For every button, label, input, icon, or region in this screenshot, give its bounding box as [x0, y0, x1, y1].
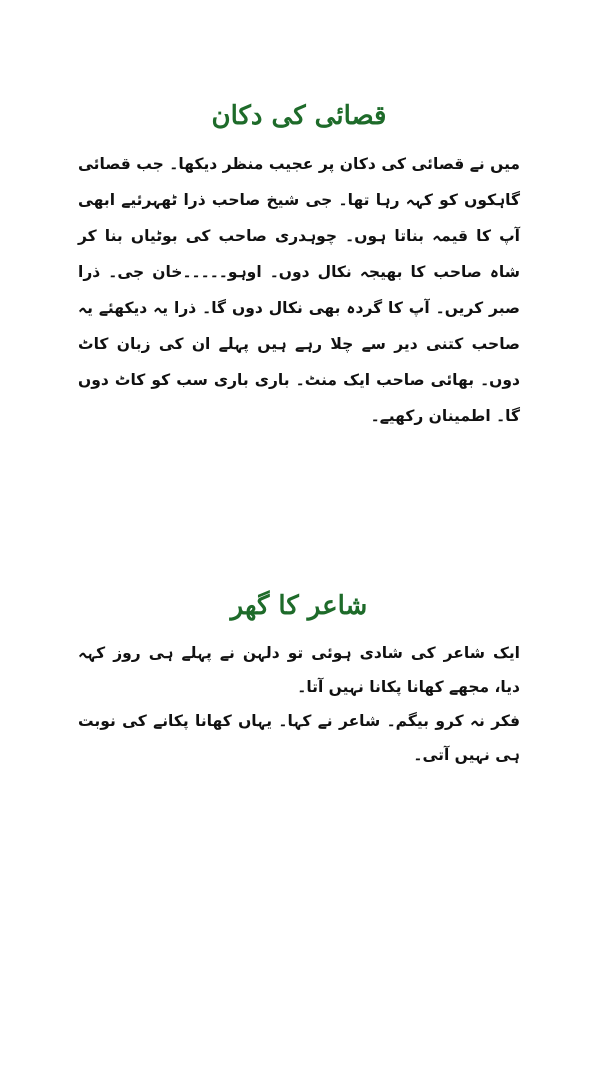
- section-paragraph: ایک شاعر کی شادی ہوئی تو دلہن نے پہلے ہی روز کہہ دیا، مجھے کھانا پکانا نہیں آتا۔: [78, 644, 520, 696]
- section-title: شاعر کا گھر: [230, 591, 368, 621]
- section-poets-home: [78, 586, 520, 772]
- section-butcher-shop: [78, 96, 520, 434]
- section-title: قصائی کی دکان: [211, 101, 387, 131]
- section-paragraph: میں نے قصائی کی دکان پر عجیب منظر دیکھا۔ جب قصائی گاہکوں کو کہہ رہا تھا۔ جی شیخ صاحب ذرا ٹھہرئیے ابھی آپ کا قیمہ بناتا ہوں۔ چوہدری صاحب کی بوٹیاں بنا کر شاہ صاحب کا بھیجہ نکال دوں۔ اوہو۔۔۔۔۔خان جی۔ ذرا صبر کریں۔ آپ کا گردہ بھی نکال دوں گا۔ ذرا یہ دیکھئے یہ صاحب کتنی دیر سے چلا رہے ہیں پہلے ان کی زبان کاٹ دوں۔ بھائی صاحب ایک منٹ۔ باری باری سب کو کاٹ دوں گا۔ اطمینان رکھیے۔: [78, 155, 520, 425]
- section-paragraph: فکر نہ کرو بیگم۔ شاعر نے کہا۔ یہاں کھانا پکانے کی نوبت ہی نہیں آتی۔: [78, 712, 520, 764]
